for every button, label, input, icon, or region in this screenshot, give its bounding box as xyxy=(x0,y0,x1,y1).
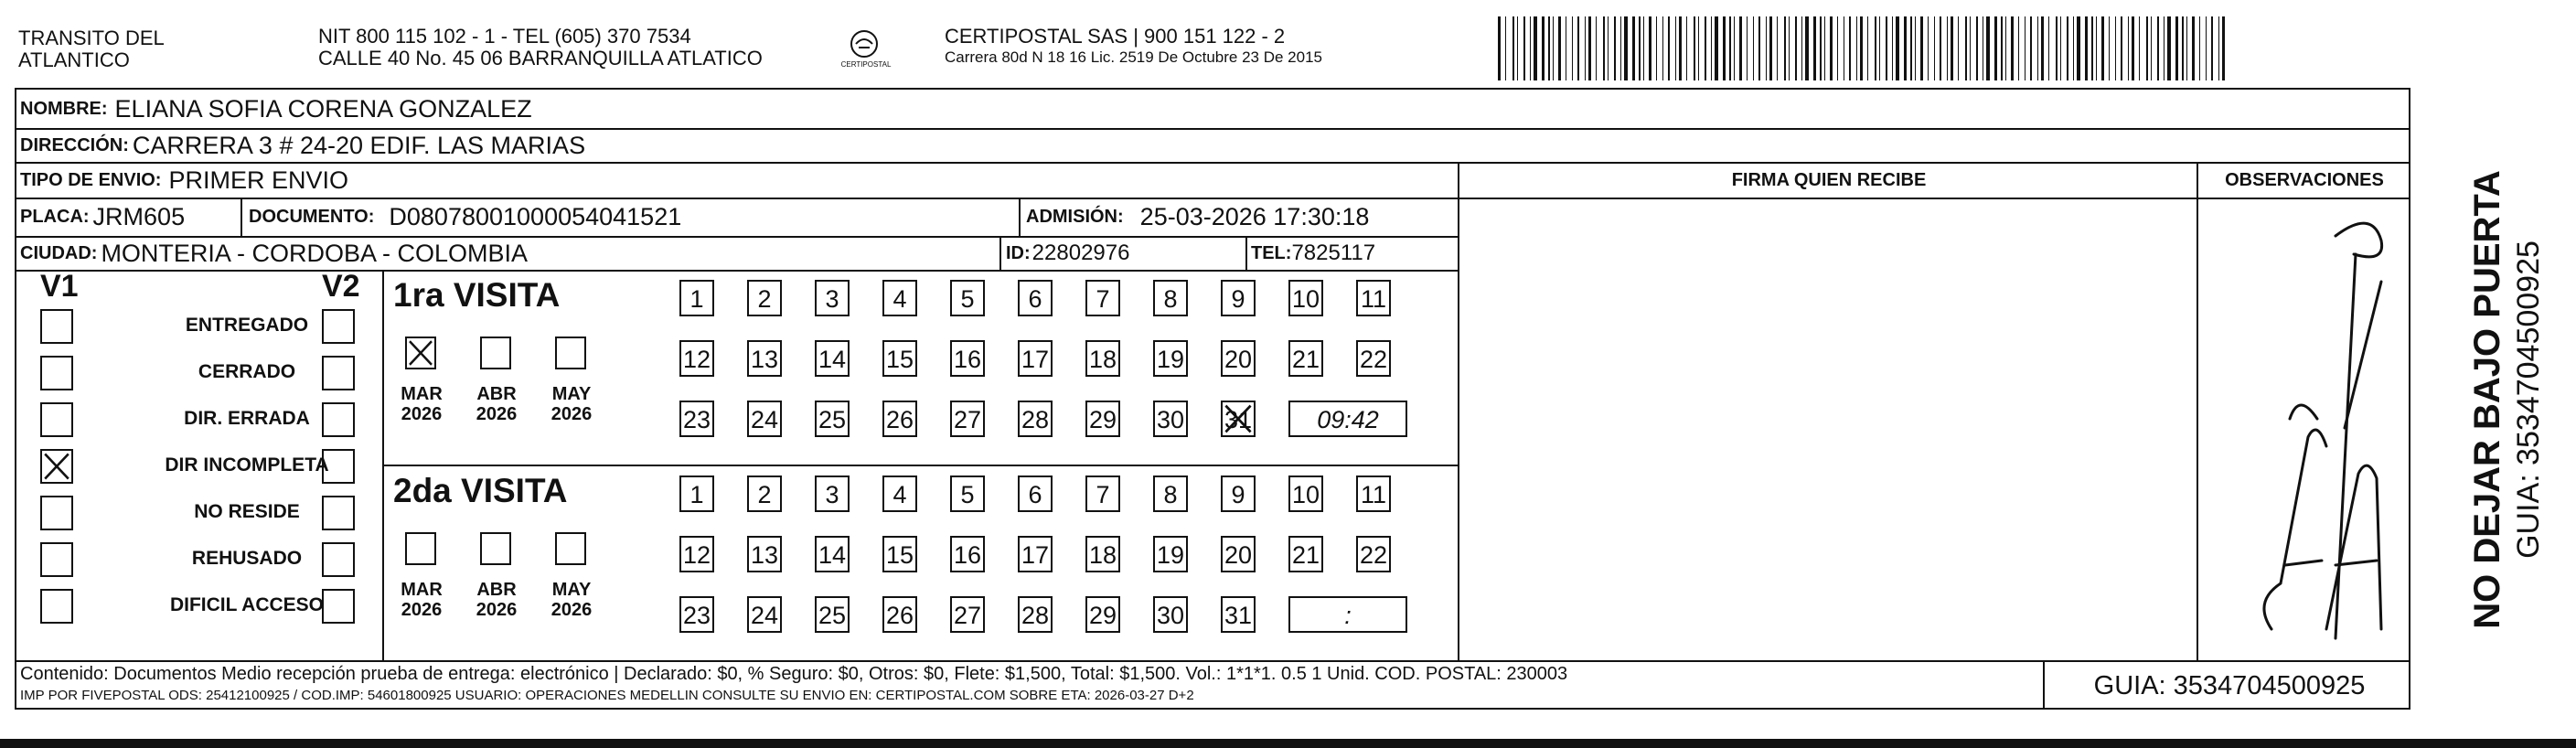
status-option-label: REHUSADO xyxy=(191,548,303,569)
day-number: 16 xyxy=(953,346,982,373)
visit2-day-30[interactable] xyxy=(1153,596,1188,633)
company-line: CERTIPOSTAL SAS | 900 151 122 - 2 xyxy=(945,25,1286,48)
visit2-day-27[interactable] xyxy=(950,596,985,633)
day-number: 23 xyxy=(682,406,711,433)
visit2-month-checkbox-mar[interactable] xyxy=(405,532,436,565)
license-line: Carrera 80d N 18 16 Lic. 2519 De Octubre 23 De 2015 xyxy=(945,48,1322,66)
visit1-day-21[interactable] xyxy=(1288,340,1323,377)
visit1-month-checkbox-abr[interactable] xyxy=(480,337,511,369)
v1-checkbox-3[interactable] xyxy=(40,449,73,484)
org-name xyxy=(18,27,165,71)
bottom-rule xyxy=(0,739,2576,748)
day-number: 16 xyxy=(953,541,982,569)
nit-block xyxy=(318,26,763,69)
day-number: 18 xyxy=(1088,346,1117,373)
day-number: 21 xyxy=(1291,541,1320,569)
city-value: MONTERIA - CORDOBA - COLOMBIA xyxy=(101,239,528,267)
footer-text xyxy=(20,662,2032,706)
day-number: 3 xyxy=(825,285,839,313)
id-label: ID: xyxy=(1006,242,1031,263)
day-number: 13 xyxy=(750,541,779,569)
day-number: 31 xyxy=(1224,602,1253,629)
v2-label: V2 xyxy=(322,269,360,304)
day-number: 8 xyxy=(1163,481,1178,508)
day-number: 30 xyxy=(1156,602,1185,629)
org-line-1: TRANSITO DEL xyxy=(18,27,165,49)
visit2-day-15[interactable] xyxy=(882,536,917,572)
visit1-month-checkbox-mar[interactable] xyxy=(405,337,436,369)
day-number: 2 xyxy=(757,481,772,508)
day-number: 11 xyxy=(1360,285,1387,313)
visit2-month-checkbox-abr[interactable] xyxy=(480,532,511,565)
day-number: 29 xyxy=(1088,406,1117,433)
visit2-day-12[interactable] xyxy=(679,536,714,572)
status-option-label: ENTREGADO xyxy=(185,315,309,336)
visit1-day-29[interactable] xyxy=(1085,401,1120,437)
logo-caption: CERTIPOSTAL xyxy=(840,60,892,69)
side-guia: GUIA: 3534704500925 xyxy=(2511,240,2546,559)
certipostal-logo xyxy=(834,26,898,73)
admission-value: 25-03-2026 17:30:18 xyxy=(1139,203,1370,230)
tel-cell xyxy=(1251,237,1375,270)
visit2-day-18[interactable] xyxy=(1085,536,1120,572)
footer-line-1: Contenido: Documentos Medio recepción prueba de entrega: electrónico | Declarado: $0, % Seguro: $0, Otros: $0, Flete: $1,500, Total: $1,500. Vol.: 1*1*1. 0.5 1 Unid. COD. POSTAL: 230003 xyxy=(20,664,1568,684)
day-number: 28 xyxy=(1021,602,1050,629)
visit2-day-9[interactable] xyxy=(1221,476,1256,512)
day-number: 14 xyxy=(818,541,847,569)
day-number: 27 xyxy=(953,602,982,629)
visit1-day-23[interactable] xyxy=(679,401,714,437)
day-number: 25 xyxy=(818,406,847,433)
day-number: 15 xyxy=(885,541,914,569)
address-row xyxy=(20,129,585,163)
day-number: 25 xyxy=(818,602,847,629)
status-option-label: DIR INCOMPLETA xyxy=(165,454,329,476)
visit2-day-8[interactable] xyxy=(1153,476,1188,512)
name-row xyxy=(20,90,532,128)
day-number: 27 xyxy=(953,406,982,433)
v1-checkbox-1[interactable] xyxy=(40,356,73,390)
visit1-day-2[interactable] xyxy=(747,280,782,316)
visit1-day-9[interactable] xyxy=(1221,280,1256,316)
day-number: 14 xyxy=(818,346,847,373)
visit1-title: 1ra VISITA xyxy=(393,276,561,314)
visit1-day-28[interactable] xyxy=(1018,401,1053,437)
address-line: CALLE 40 No. 45 06 BARRANQUILLA ATLATICO xyxy=(318,47,763,69)
day-number: 1 xyxy=(689,285,704,313)
day-number: 21 xyxy=(1291,346,1320,373)
visit2-day-14[interactable] xyxy=(815,536,850,572)
city-label: CIUDAD: xyxy=(20,242,98,263)
day-number: 10 xyxy=(1291,481,1320,508)
day-number: 22 xyxy=(1359,541,1388,569)
day-number: 24 xyxy=(750,406,779,433)
status-option-label: NO RESIDE xyxy=(194,501,300,522)
address-label: DIRECCIÓN: xyxy=(20,135,129,155)
footer-line-2: IMP POR FIVEPOSTAL ODS: 25412100925 / COD.IMP: 54601800925 USUARIO: OPERACIONES MEDELLIN CONSULTE SU ENVIO EN: CERTIPOSTAL.COM SOBRE ETA: 2026-03-27 D+2 xyxy=(20,688,1194,703)
visit1-day-4[interactable] xyxy=(882,280,917,316)
year-label: 2026 xyxy=(401,600,443,620)
visit1-day-1[interactable] xyxy=(679,280,714,316)
status-option-label: CERRADO xyxy=(198,361,296,382)
visit2-day-23[interactable] xyxy=(679,596,714,633)
visit1-day-6[interactable] xyxy=(1018,280,1053,316)
day-number: 30 xyxy=(1156,406,1185,433)
visit1-month-label xyxy=(544,384,599,424)
day-number: 4 xyxy=(893,481,907,508)
day-number: 17 xyxy=(1021,346,1050,373)
day-number: 26 xyxy=(885,602,914,629)
day-number: 17 xyxy=(1021,541,1050,569)
visit1-day-8[interactable] xyxy=(1153,280,1188,316)
city-cell xyxy=(20,237,528,270)
day-number: 29 xyxy=(1088,602,1117,629)
visit2-day-20[interactable] xyxy=(1221,536,1256,572)
visit2-day-6[interactable] xyxy=(1018,476,1053,512)
nit-line: NIT 800 115 102 - 1 - TEL (605) 370 7534 xyxy=(318,25,691,48)
visit2-day-21[interactable] xyxy=(1288,536,1323,572)
name-label: NOMBRE: xyxy=(20,98,108,119)
day-number: 19 xyxy=(1156,541,1185,569)
visit1-month-label xyxy=(394,384,449,424)
visit1-day-10[interactable] xyxy=(1288,280,1323,316)
visit1-day-18[interactable] xyxy=(1085,340,1120,377)
visit1-day-7[interactable] xyxy=(1085,280,1120,316)
year-label: 2026 xyxy=(476,600,518,620)
visit2-day-10[interactable] xyxy=(1288,476,1323,512)
type-label: TIPO DE ENVIO: xyxy=(20,169,162,190)
day-number: 6 xyxy=(1028,481,1042,508)
day-number: 12 xyxy=(682,346,711,373)
org-line-2: ATLANTICO xyxy=(18,48,130,71)
type-value: PRIMER ENVIO xyxy=(168,166,348,194)
visit2-day-3[interactable] xyxy=(815,476,850,512)
tel-label: TEL: xyxy=(1251,242,1292,263)
visit1-day-20[interactable] xyxy=(1221,340,1256,377)
day-number: 5 xyxy=(960,481,975,508)
barcode xyxy=(1498,16,2229,80)
month-label: ABR xyxy=(476,580,517,600)
day-number: 26 xyxy=(885,406,914,433)
v1-label: V1 xyxy=(40,269,79,304)
month-label: MAY xyxy=(551,384,592,404)
visit2-day-28[interactable] xyxy=(1018,596,1053,633)
visit2-day-29[interactable] xyxy=(1085,596,1120,633)
id-cell xyxy=(1006,237,1129,270)
day-number: 24 xyxy=(750,602,779,629)
doc-label: DOCUMENTO: xyxy=(249,207,375,227)
v1-checkbox-0[interactable] xyxy=(40,309,73,344)
visit2-day-13[interactable] xyxy=(747,536,782,572)
month-label: MAR xyxy=(401,384,443,404)
day-number: 13 xyxy=(750,346,779,373)
doc-value: D08078001000054041521 xyxy=(389,203,682,230)
visit1-day-15[interactable] xyxy=(882,340,917,377)
visit1-day-27[interactable] xyxy=(950,401,985,437)
v1-checkbox-5[interactable] xyxy=(40,542,73,577)
day-number: 8 xyxy=(1163,285,1178,313)
visit2-day-16[interactable] xyxy=(950,536,985,572)
day-number: 7 xyxy=(1096,285,1110,313)
year-label: 2026 xyxy=(550,404,593,424)
month-label: ABR xyxy=(476,384,517,404)
visit1-month-label xyxy=(469,384,524,424)
visit1-day-11[interactable] xyxy=(1356,280,1391,316)
visit1-day-22[interactable] xyxy=(1356,340,1391,377)
plate-label: PLACA: xyxy=(20,207,90,227)
observaciones-label: OBSERVACIONES xyxy=(2225,170,2384,190)
visit2-day-11[interactable] xyxy=(1356,476,1391,512)
firma-label: FIRMA QUIEN RECIBE xyxy=(1731,170,1927,190)
visit2-day-17[interactable] xyxy=(1018,536,1053,572)
address-value: CARRERA 3 # 24-20 EDIF. LAS MARIAS xyxy=(132,132,586,159)
day-number: 2 xyxy=(757,285,772,313)
v1-checkbox-2[interactable] xyxy=(40,402,73,437)
day-number: 9 xyxy=(1231,285,1245,313)
admission-label: ADMISIÓN: xyxy=(1026,207,1124,227)
visit1-day-16[interactable] xyxy=(950,340,985,377)
visit2-day-25[interactable] xyxy=(815,596,850,633)
visit1-day-5[interactable] xyxy=(950,280,985,316)
handwritten-observation xyxy=(2198,199,2410,660)
visit2-title: 2da VISITA xyxy=(393,472,568,509)
day-number: 1 xyxy=(689,481,704,508)
visit2-day-4[interactable] xyxy=(882,476,917,512)
status-option-label: DIR. ERRADA xyxy=(184,408,310,429)
day-number: 23 xyxy=(682,602,711,629)
company-block xyxy=(945,26,1322,68)
day-number: 28 xyxy=(1021,406,1050,433)
day-number: 20 xyxy=(1224,346,1253,373)
visit1-day-17[interactable] xyxy=(1018,340,1053,377)
day-number: 15 xyxy=(885,346,914,373)
visit2-day-19[interactable] xyxy=(1153,536,1188,572)
visit2-day-22[interactable] xyxy=(1356,536,1391,572)
day-number: 6 xyxy=(1028,285,1042,313)
v1-checkbox-4[interactable] xyxy=(40,496,73,530)
visit2-day-5[interactable] xyxy=(950,476,985,512)
plate-value: JRM605 xyxy=(92,203,186,230)
visit2-time-box[interactable]: : xyxy=(1288,596,1407,633)
id-value: 22802976 xyxy=(1031,240,1130,265)
footer-guia: GUIA: 3534704500925 xyxy=(2093,671,2366,700)
visit1-day-25[interactable] xyxy=(815,401,850,437)
visit1-month-checkbox-may[interactable] xyxy=(555,337,586,369)
visit2-day-7[interactable] xyxy=(1085,476,1120,512)
visit2-day-26[interactable] xyxy=(882,596,917,633)
visit1-day-12[interactable] xyxy=(679,340,714,377)
year-label: 2026 xyxy=(401,404,443,424)
side-panel xyxy=(2414,88,2546,710)
visit1-time-box[interactable]: 09:42 xyxy=(1288,401,1407,437)
day-number: 19 xyxy=(1156,346,1185,373)
day-number: 5 xyxy=(960,285,975,313)
day-number: 12 xyxy=(682,541,711,569)
visit2-day-1[interactable] xyxy=(679,476,714,512)
day-number: 9 xyxy=(1231,481,1245,508)
plate-cell xyxy=(20,198,185,236)
visit1-day-31[interactable] xyxy=(1221,401,1256,437)
visit2-month-label xyxy=(544,580,599,620)
year-label: 2026 xyxy=(550,600,593,620)
month-label: MAR xyxy=(401,580,443,600)
month-label: MAY xyxy=(551,580,592,600)
visit2-month-label xyxy=(469,580,524,620)
day-number: 20 xyxy=(1224,541,1253,569)
day-number: 10 xyxy=(1291,285,1320,313)
day-number: 7 xyxy=(1096,481,1110,508)
visit2-month-checkbox-may[interactable] xyxy=(555,532,586,565)
visit1-day-14[interactable] xyxy=(815,340,850,377)
day-number: 31 xyxy=(1224,406,1253,433)
status-option-label: DIFICIL ACCESO xyxy=(169,594,324,615)
visit1-day-30[interactable] xyxy=(1153,401,1188,437)
type-row xyxy=(20,163,348,198)
v1-checkbox-6[interactable] xyxy=(40,589,73,624)
visit2-day-2[interactable] xyxy=(747,476,782,512)
tel-value: 7825117 xyxy=(1291,240,1376,265)
admission-cell xyxy=(1026,198,1369,236)
no-dejar-warning: NO DEJAR BAJO PUERTA xyxy=(2467,170,2507,629)
visit1-day-26[interactable] xyxy=(882,401,917,437)
visit1-day-24[interactable] xyxy=(747,401,782,437)
day-number: 22 xyxy=(1359,346,1388,373)
day-number: 3 xyxy=(825,481,839,508)
name-value: ELIANA SOFIA CORENA GONZALEZ xyxy=(114,94,532,123)
visit1-day-13[interactable] xyxy=(747,340,782,377)
visit1-day-19[interactable] xyxy=(1153,340,1188,377)
doc-cell xyxy=(249,198,681,236)
year-label: 2026 xyxy=(476,404,518,424)
visit2-day-31[interactable] xyxy=(1221,596,1256,633)
day-number: 4 xyxy=(893,285,907,313)
visit2-day-24[interactable] xyxy=(747,596,782,633)
visit2-month-label xyxy=(394,580,449,620)
day-number: 11 xyxy=(1360,481,1387,508)
day-number: 18 xyxy=(1088,541,1117,569)
visit1-day-3[interactable] xyxy=(815,280,850,316)
